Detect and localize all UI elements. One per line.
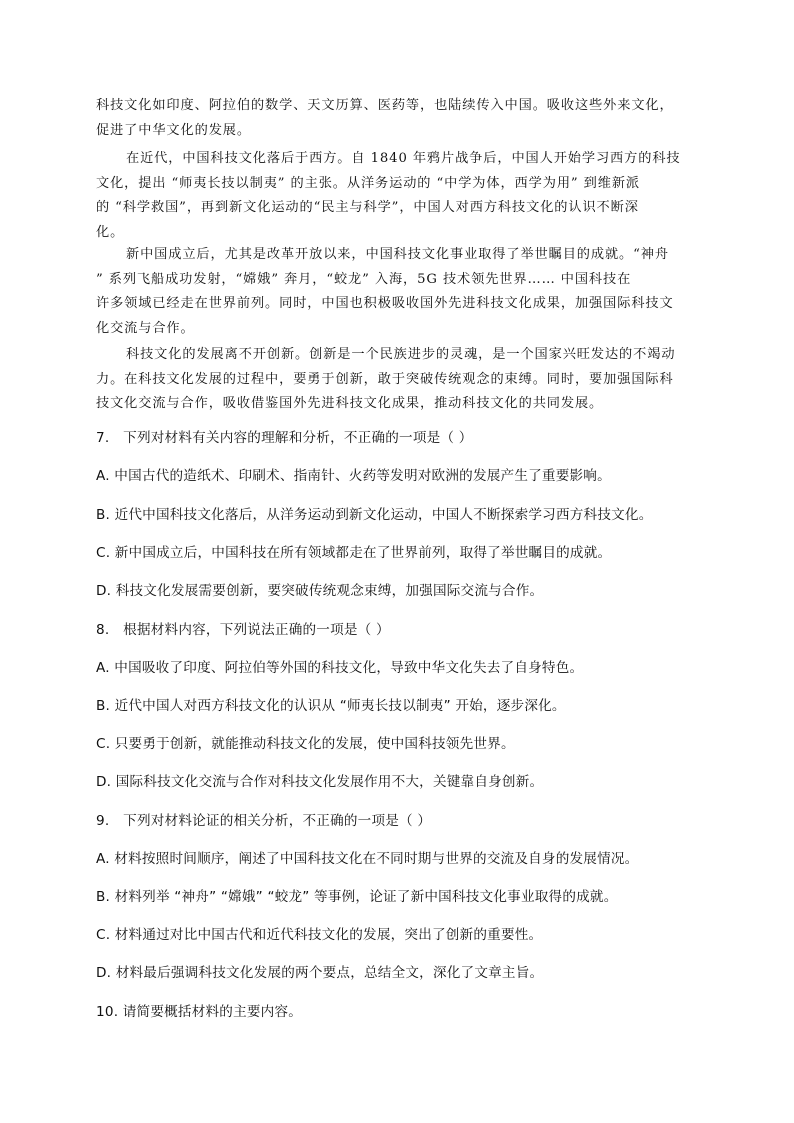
text-line: 在近代，中国科技文化落后于西方。自 1840 年鸦片战争后，中国人开始学习西方的科技 (126, 151, 681, 166)
text-line: 化交流与合作。 (96, 320, 195, 336)
question-8-option-d: D. 国际科技文化交流与合作对科技文化发展作用不大，关键靠自身创新。 (96, 774, 544, 790)
text-line: 许多领域已经走在世界前列。同时，中国也积极吸收国外先进科技文化成果，加强国际科技文 (96, 296, 674, 311)
question-9-option-c: C. 材料通过对比中国古代和近代科技文化的发展，突出了创新的重要性。 (96, 927, 543, 943)
text-line: ” 系列飞船成功发射，“嫦娥” 奔月，“蛟龙” 入海，5G 技术领先世界…… 中国科技在 (96, 271, 632, 287)
text-line: 促进了中华文化的发展。 (96, 122, 251, 138)
text-line: 文化，提出 “师夷长技以制夷” 的主张。从洋务运动的 “中学为体，西学为用” 到维新派 (96, 175, 640, 191)
question-10-stem: 10. 请简要概括材料的主要内容。 (96, 1004, 303, 1020)
text-line: 技文化交流与合作，吸收借鉴国外先进科技文化成果，推动科技文化的共同发展。 (96, 396, 604, 411)
text-line: 力。在科技文化发展的过程中，要勇于创新，敢于突破传统观念的束缚。同时，要加强国际科 (96, 371, 674, 387)
question-7-option-d: D. 科技文化发展需要创新，要突破传统观念束缚，加强国际交流与合作。 (96, 583, 544, 599)
question-9-option-d: D. 材料最后强调科技文化发展的两个要点，总结全文，深化了文章主旨。 (96, 965, 544, 981)
text-line: 科技文化如印度、阿拉伯的数学、天文历算、医药等，也陆续传入中国。吸收这些外来文化， (96, 98, 674, 113)
text-line: 化。 (96, 224, 125, 240)
material-paragraph-4 (96, 343, 704, 417)
question-7-option-c: C. 新中国成立后，中国科技在所有领域都走在了世界前列，取得了举世瞩目的成就。 (96, 545, 612, 561)
question-8-option-a: A. 中国吸收了印度、阿拉伯等外国的科技文化，导致中华文化失去了自身特色。 (96, 660, 584, 676)
question-7-option-b: B. 近代中国科技文化落后，从洋务运动到新文化运动，中国人不断探索学习西方科技文化。 (96, 507, 653, 523)
material-paragraph-1 (96, 94, 704, 143)
question-9-option-a: A. 材料按照时间顺序，阐述了中国科技文化在不同时期与世界的交流及自身的发展情况。 (96, 851, 639, 867)
text-line: 新中国成立后，尤其是改革开放以来，中国科技文化事业取得了举世瞩目的成就。“神舟 (126, 247, 669, 262)
text-line: 的 “科学救国”，再到新文化运动的“民主与科学”，中国人对西方科技文化的认识不断深 (96, 200, 639, 215)
question-9-stem: 9. 下列对材料论证的相关分析，不正确的一项是（ ） (96, 813, 432, 829)
question-7-stem: 7. 下列对材料有关内容的理解和分析，不正确的一项是（ ） (96, 430, 473, 446)
question-8-stem: 8. 根据材料内容，下列说法正确的一项是（ ） (96, 622, 390, 638)
text-line: 科技文化的发展离不开创新。创新是一个民族进步的灵魂，是一个国家兴旺发达的不竭动 (126, 347, 676, 362)
question-8-option-c: C. 只要勇于创新，就能推动科技文化的发展，使中国科技领先世界。 (96, 736, 515, 752)
question-7-option-a: A. 中国古代的造纸术、印刷术、指南针、火药等发明对欧洲的发展产生了重要影响。 (96, 468, 611, 484)
question-9-option-b: B. 材料列举 “神舟” “嫦娥” “蛟龙” 等事例，论证了新中国科技文化事业取得的成就。 (96, 889, 618, 905)
material-paragraph-3 (96, 243, 704, 341)
material-paragraph-2 (96, 147, 704, 245)
question-8-option-b: B. 近代中国人对西方科技文化的认识从 “师夷长技以制夷” 开始，逐步深化。 (96, 698, 566, 714)
